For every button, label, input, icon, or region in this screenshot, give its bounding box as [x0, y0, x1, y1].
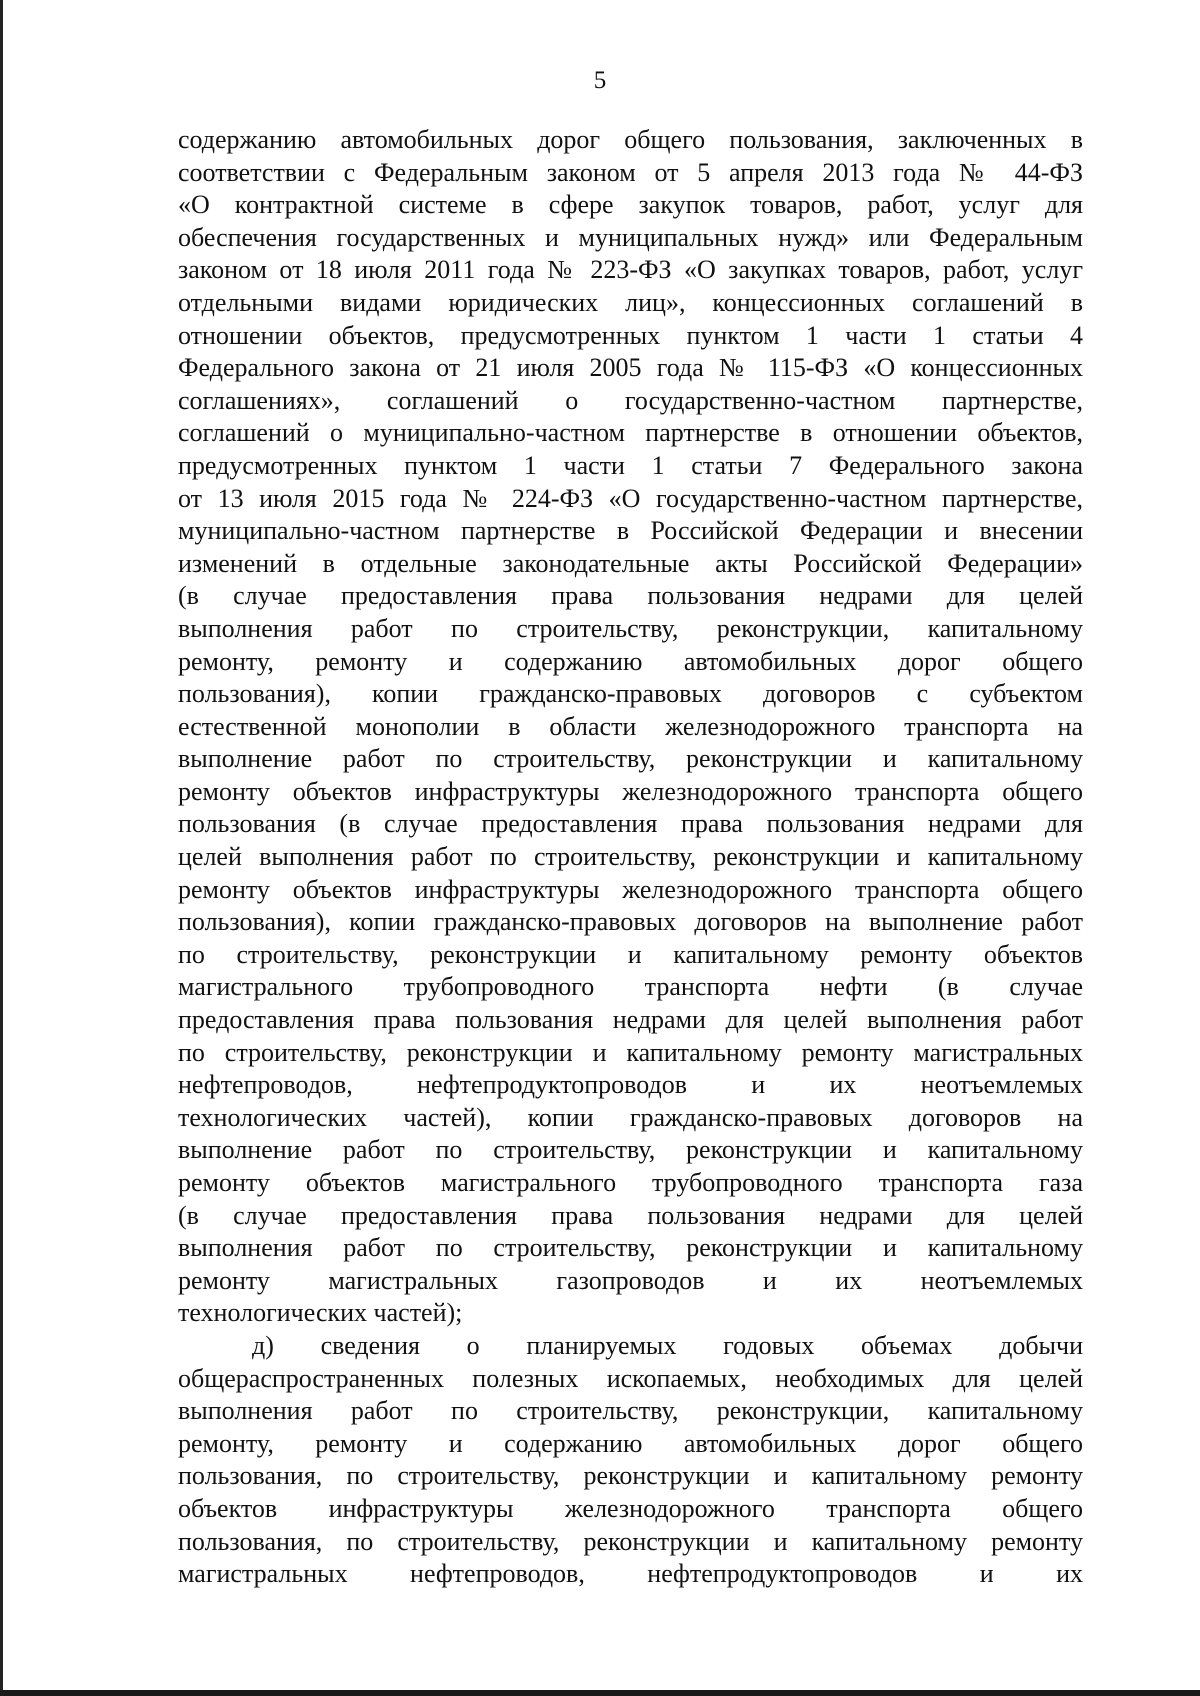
body-text-line: объектов инфраструктуры железнодорожного транспорта общего [178, 1493, 1083, 1523]
body-text-line: магистральных нефтепроводов, нефтепродуктопроводов и их [178, 1559, 1083, 1589]
body-text-line: отдельными видами юридических лиц», концессионных соглашений в [178, 287, 1083, 317]
body-text-line: ремонту объектов инфраструктуры железнодорожного транспорта общего [178, 874, 1083, 904]
body-text-line: (в случае предоставления права пользования недрами для целей [178, 581, 1083, 611]
body-text-line: Федерального закона от 21 июля 2005 года № 115-ФЗ «О концессионных [178, 353, 1083, 383]
body-text-line: ремонту, ремонту и содержанию автомобильных дорог общего [178, 646, 1083, 676]
body-text-line: пользования, по строительству, реконструкции и капитальному ремонту [178, 1461, 1083, 1491]
body-text-line: изменений в отдельные законодательные акты Российской Федерации» [178, 548, 1083, 578]
body-text-line: технологических частей), копии гражданско-правовых договоров на [178, 1102, 1083, 1132]
body-text-line: пользования (в случае предоставления права пользования недрами для [178, 809, 1083, 839]
body-text-line: муниципально-частном партнерстве в Российской Федерации и внесении [178, 516, 1083, 546]
body-text-line: ремонту, ремонту и содержанию автомобильных дорог общего [178, 1428, 1083, 1458]
body-text-line: (в случае предоставления права пользования недрами для целей [178, 1200, 1083, 1230]
body-text-line: соглашений о муниципально-частном партнерстве в отношении объектов, [178, 418, 1083, 448]
body-text-line: ремонту объектов магистрального трубопроводного транспорта газа [178, 1168, 1083, 1197]
body-text-line: обеспечения государственных и муниципальных нужд» или Федеральным [178, 222, 1083, 252]
body-text-line: пользования), копии гражданско-правовых договоров с субъектом [178, 679, 1083, 709]
page-number: 5 [593, 67, 607, 94]
body-text-line: предоставления права пользования недрами для целей выполнения работ [178, 1005, 1083, 1035]
body-text-line: предусмотренных пунктом 1 части 1 статьи 7 Федерального закона [178, 450, 1083, 480]
body-text-line: технологических частей); [178, 1298, 463, 1328]
body-text-line: выполнения работ по строительству, реконструкции и капитальному [178, 1233, 1083, 1263]
body-text-line: содержанию автомобильных дорог общего пользования, заключенных в [178, 125, 1083, 154]
body-text-line: пользования, по строительству, реконструкции и капитальному ремонту [178, 1526, 1083, 1556]
body-text-line: законом от 18 июля 2011 года № 223-ФЗ «О закупках товаров, работ, услуг [178, 255, 1083, 285]
body-text-line: соответствии с Федеральным законом от 5 апреля 2013 года № 44-ФЗ [178, 157, 1083, 187]
body-text-line: по строительству, реконструкции и капитальному ремонту объектов [178, 939, 1083, 969]
body-text-line: отношении объектов, предусмотренных пунктом 1 части 1 статьи 4 [178, 320, 1083, 350]
body-text-line: пользования), копии гражданско-правовых договоров на выполнение работ [178, 907, 1083, 937]
body-text-line: естественной монополии в области железнодорожного транспорта на [178, 711, 1083, 741]
scan-edge-left [0, 0, 3, 1696]
body-text-line: нефтепроводов, нефтепродуктопроводов и их неотъемлемых [178, 1070, 1083, 1100]
body-text-line: ремонту магистральных газопроводов и их неотъемлемых [178, 1265, 1083, 1295]
document-body [178, 124, 1083, 1591]
body-text-line: выполнение работ по строительству, реконструкции и капитальному [178, 744, 1083, 774]
body-text-line: соглашениях», соглашений о государственно-частном партнерстве, [178, 385, 1083, 415]
body-text-line: ремонту объектов инфраструктуры железнодорожного транспорта общего [178, 776, 1083, 806]
body-text-line: выполнение работ по строительству, реконструкции и капитальному [178, 1135, 1083, 1165]
body-text-line: общераспространенных полезных ископаемых, необходимых для целей [178, 1363, 1083, 1393]
body-text-line: по строительству, реконструкции и капитальному ремонту магистральных [178, 1037, 1083, 1067]
body-text-line: от 13 июля 2015 года № 224-ФЗ «О государственно-частном партнерстве, [178, 483, 1083, 513]
body-text-line: выполнения работ по строительству, реконструкции, капитальному [178, 613, 1083, 643]
body-text-line: магистрального трубопроводного транспорта нефти (в случае [178, 972, 1083, 1002]
body-text-line: «О контрактной системе в сфере закупок товаров, работ, услуг для [178, 190, 1083, 220]
body-text-line: д) сведения о планируемых годовых объемах добычи [252, 1330, 1083, 1360]
body-text-line: выполнения работ по строительству, реконструкции, капитальному [178, 1396, 1083, 1426]
body-text-line: целей выполнения работ по строительству, реконструкции и капитальному [178, 842, 1083, 872]
scan-edge-bottom [0, 1690, 1200, 1696]
